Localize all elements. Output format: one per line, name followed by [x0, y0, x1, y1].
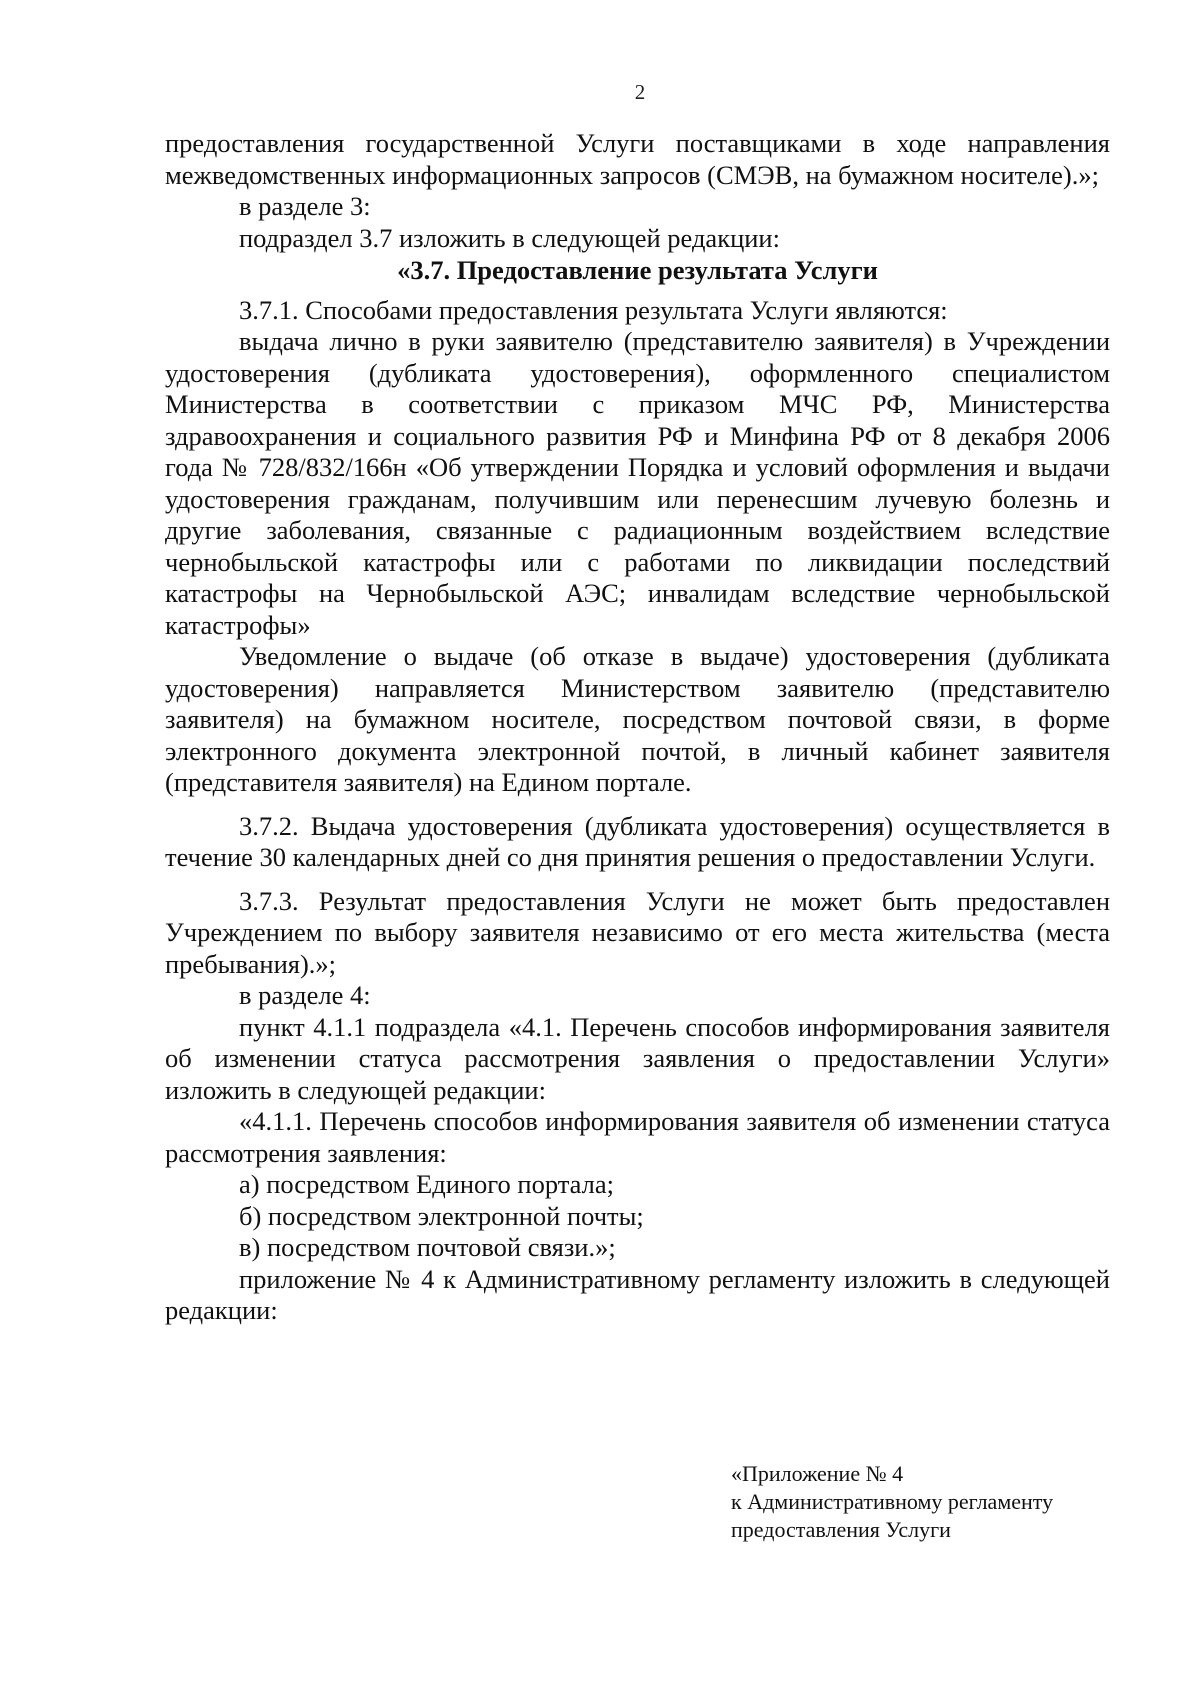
paragraph-appendix-4: приложение № 4 к Административному регламенту изложить в следующей редакции:	[165, 1263, 1110, 1325]
paragraph-3-7-1: 3.7.1. Способами предоставления результата Услуги являются:	[239, 294, 948, 325]
list-item-c: в) посредством почтовой связи.»;	[239, 1232, 616, 1262]
appendix-header	[731, 1460, 1111, 1544]
paragraph-4-1-1-intro: пункт 4.1.1 подраздела «4.1. Перечень способов информирования заявителя об изменении статуса рассмотрения заявления о предоставлении Услуги» изложить в следующей редакции:	[165, 1011, 1110, 1105]
paragraph-section-4: в разделе 4:	[239, 980, 371, 1010]
paragraph-4-1-1: «4.1.1. Перечень способов информирования заявителя об изменении статуса рассмотрения заявления:	[165, 1106, 1110, 1168]
paragraph-continuation: предоставления государственной Услуги поставщиками в ходе направления межведомственных информационных запросов (СМЭВ, на бумажном носителе).»;	[165, 128, 1110, 190]
paragraph-3-7-2: 3.7.2. Выдача удостоверения (дубликата удостоверения) осуществляется в течение 30 календарных дней со дня принятия решения о предоставлении Услуги.	[165, 810, 1110, 872]
list-item-a: а) посредством Единого портала;	[239, 1169, 614, 1199]
appendix-line: к Административному регламенту	[731, 1489, 1054, 1514]
paragraph-issuance: выдача лично в руки заявителю (представителю заявителя) в Учреждении удостоверения (дубликата удостоверения), оформленного специалистом Министерства в соответствии с приказом МЧС РФ, Министерства здравоохранения и социального развития РФ и Минфина РФ от 8 декабря 2006 года № 728/832/166н «Об утверждении Порядка и условий оформления и выдачи удостоверения гражданам, получившим или перенесшим лучевую болезнь и другие заболевания, связанные с радиационным воздействием вследствие чернобыльской катастрофы или с работами по ликвидации последствий катастрофы на Чернобыльской АЭС; инвалидам вследствие чернобыльской катастрофы»	[165, 326, 1110, 640]
appendix-line: предоставления Услуги	[731, 1517, 951, 1542]
paragraph-notification: Уведомление о выдаче (об отказе в выдаче) удостоверения (дубликата удостоверения) направляется Министерством заявителю (представителю заявителя) на бумажном носителе, посредством почтовой связи, в форме электронного документа электронной почтой, в личный кабинет заявителя (представителя заявителя) на Едином портале.	[165, 641, 1110, 797]
paragraph-subsection-3-7: подраздел 3.7 изложить в следующей редакции:	[239, 222, 780, 253]
list-item-b: б) посредством электронной почты;	[239, 1200, 644, 1231]
section-heading: «3.7. Предоставление результата Услуги	[397, 255, 878, 285]
paragraph-section-3: в разделе 3:	[239, 191, 371, 221]
page-number: 2	[634, 80, 646, 104]
appendix-line: «Приложение № 4	[731, 1461, 904, 1486]
paragraph-3-7-3: 3.7.3. Результат предоставления Услуги не может быть предоставлен Учреждением по выбору заявителя независимо от его места жительства (места пребывания).»;	[165, 885, 1110, 979]
document-body	[165, 128, 1110, 1327]
